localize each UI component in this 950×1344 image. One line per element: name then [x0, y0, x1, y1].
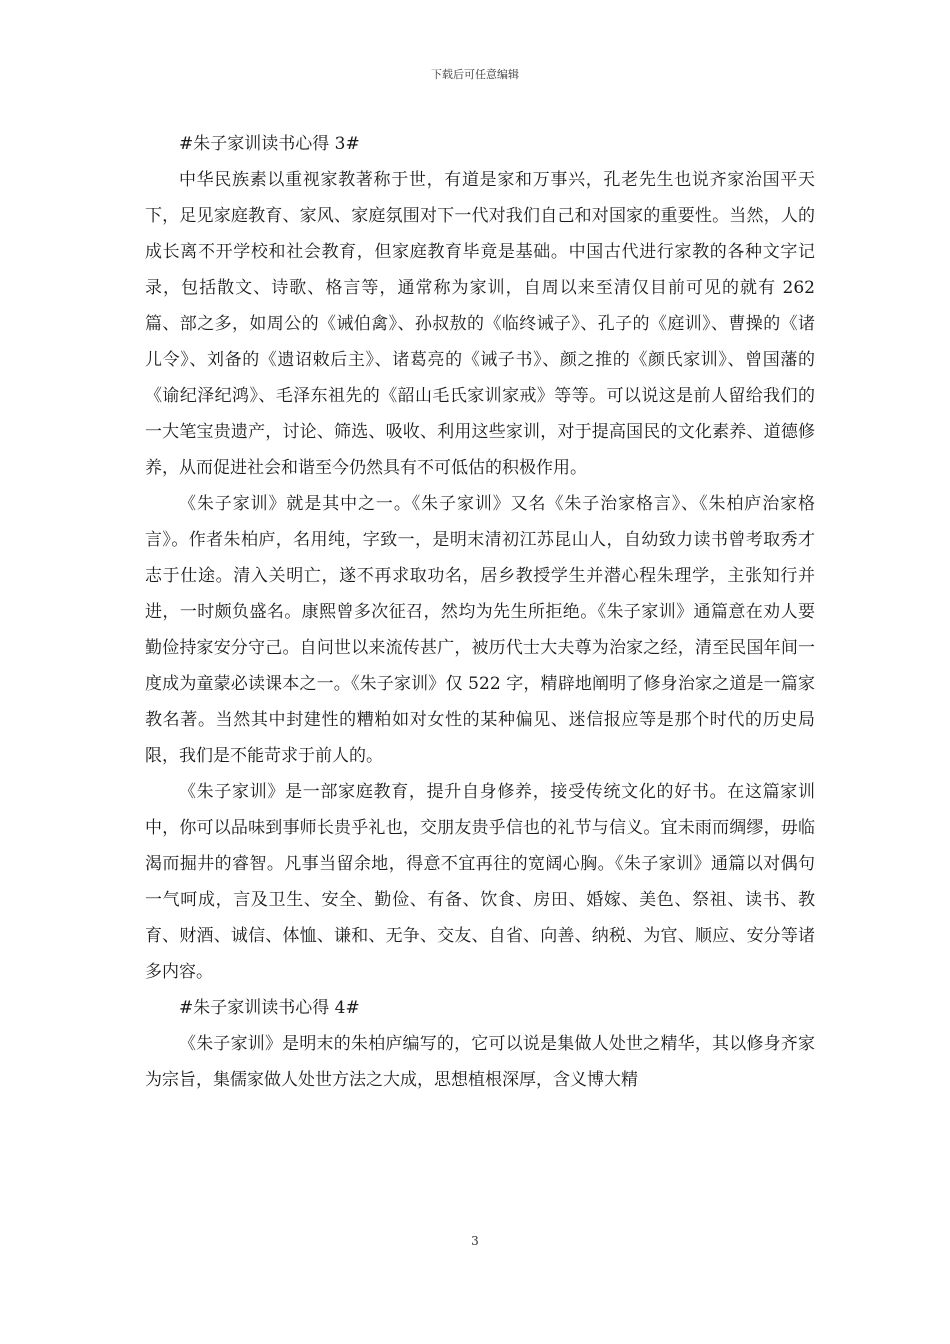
- paragraph: 《朱子家训》是明末的朱柏庐编写的，它可以说是集做人处世之精华，其以修身齐家为宗旨，集儒家做人处世方法之大成，思想植根深厚，含义博大精: [145, 1034, 815, 1090]
- paragraph: 《朱子家训》是一部家庭教育，提升自身修养，接受传统文化的好书。在这篇家训中，你可以品味到事师长贵乎礼也，交朋友贵乎信也的礼节与信义。宜未雨而绸缪，毋临渴而掘井的睿智。凡事当留余地，得意不宜再往的宽阔心胸。《朱子家训》通篇以对偶句一气呵成，言及卫生、安全、勤俭、有备、饮食、房田、婚嫁、美色、祭祖、读书、教育、财酒、诚信、体恤、谦和、无争、交友、自省、向善、纳税、为官、顺应、安分等诸多内容。: [145, 782, 815, 982]
- document-body: [145, 126, 815, 1098]
- paragraph: 《朱子家训》就是其中之一。《朱子家训》又名《朱子治家格言》、《朱柏庐治家格言》。作者朱柏庐，名用纯，字致一，是明末清初江苏昆山人，自幼致力读书曾考取秀才志于仕途。清入关明亡，遂不再求取功名，居乡教授学生并潜心程朱理学，主张知行并进，一时颇负盛名。康熙曾多次征召，然均为先生所拒绝。《朱子家训》通篇意在劝人要勤俭持家安分守己。自问世以来流传甚广，被历代士大夫尊为治家之经，清至民国年间一度成为童蒙必读课本之一。《朱子家训》仅 522 字，精辟地阐明了修身治家之道是一篇家教名著。当然其中封建性的糟粕如对女性的某种偏见、迷信报应等是那个时代的历史局限，我们是不能苛求于前人的。: [145, 494, 815, 766]
- page-header: 下载后可任意编辑: [431, 68, 519, 81]
- section-heading: #朱子家训读书心得 3#: [179, 134, 360, 154]
- paragraph: 中华民族素以重视家教著称于世，有道是家和万事兴，孔老先生也说齐家治国平天下，足见家庭教育、家风、家庭氛围对下一代对我们自己和对国家的重要性。当然，人的成长离不开学校和社会教育，但家庭教育毕竟是基础。中国古代进行家教的各种文字记录，包括散文、诗歌、格言等，通常称为家训，自周以来至清仅目前可见的就有 262 篇、部之多，如周公的《诫伯禽》、孙叔敖的《临终诫子》、孔子的《庭训》、曹操的《诸儿令》、刘备的《遗诏敕后主》、诸葛亮的《诫子书》、颜之推的《颜氏家训》、曾国藩的《谕纪泽纪鸿》、毛泽东祖先的《韶山毛氏家训家戒》等等。可以说这是前人留给我们的一大笔宝贵遗产，讨论、筛选、吸收、利用这些家训，对于提高国民的文化素养、道德修养，从而促进社会和谐至今仍然具有不可低估的积极作用。: [145, 170, 815, 478]
- section-heading: #朱子家训读书心得 4#: [179, 998, 360, 1018]
- page-number: 3: [471, 1234, 479, 1248]
